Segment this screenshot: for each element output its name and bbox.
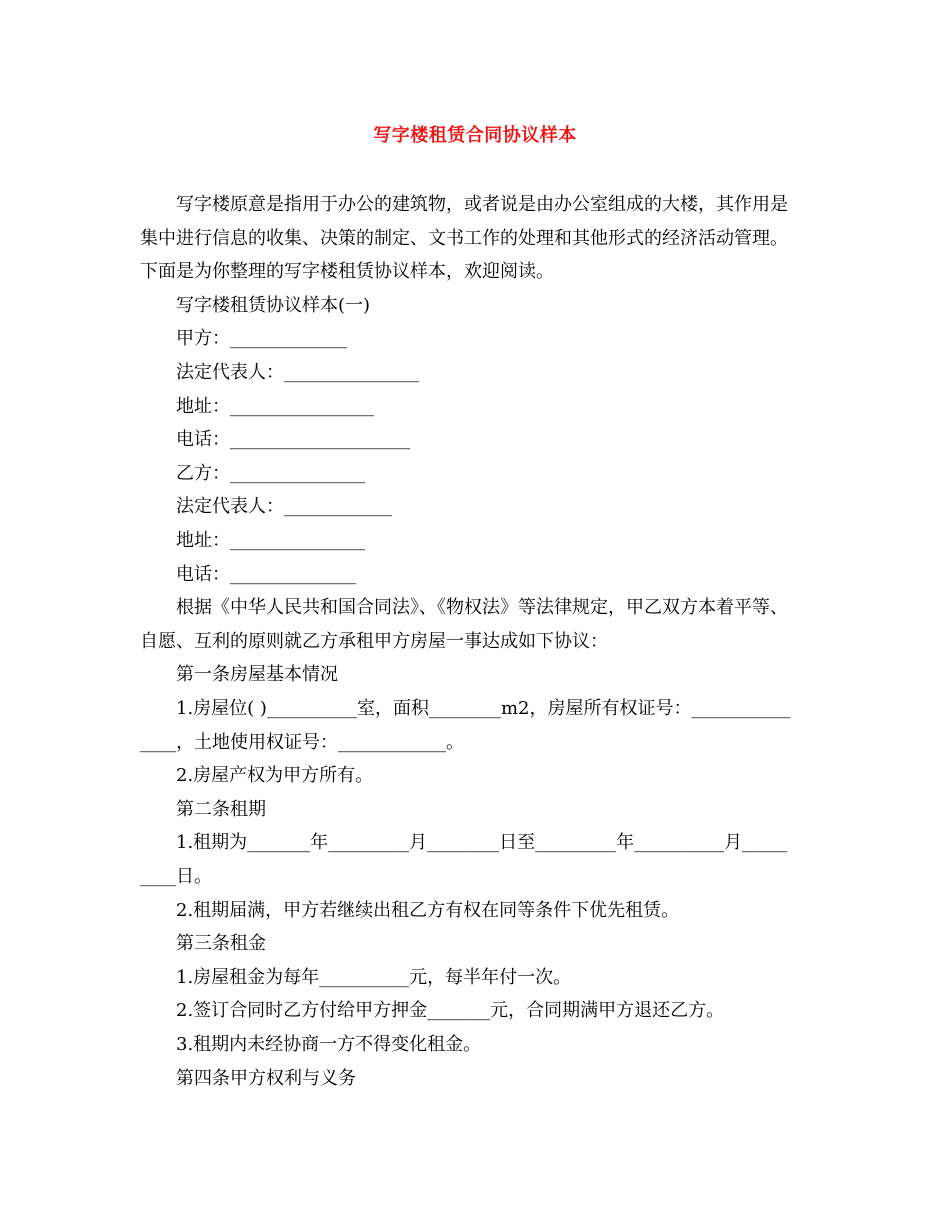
body-line: 1.租期为_______年_________月________日至_________年__________月_____ xyxy=(176,832,788,854)
body-line: 写字楼原意是指用于办公的建筑物，或者说是由办公室组成的大楼，其作用是 xyxy=(176,194,788,215)
body-line: 电话：______________ xyxy=(176,563,356,585)
body-line: 第一条房屋基本情况 xyxy=(176,664,338,686)
body-line: 地址：________________ xyxy=(176,395,374,417)
body-line: 法定代表人：_______________ xyxy=(176,362,419,383)
body-line: 3.租期内未经协商一方不得变化租金。 xyxy=(176,1034,482,1055)
body-line: 1.房屋租金为每年__________元，每半年付一次。 xyxy=(176,966,572,988)
body-line: 2.租期届满，甲方若继续出租乙方有权在同等条件下优先租赁。 xyxy=(176,899,680,921)
body-line: 根据《中华人民共和国合同法》、《物权法》等法律规定，甲乙双方本着平等、 xyxy=(176,597,788,619)
body-line: 乙方：_______________ xyxy=(176,462,365,484)
body-line: 地址：_______________ xyxy=(176,530,365,551)
body-line: 第三条租金 xyxy=(176,933,266,955)
body-line: 2.房屋产权为甲方所有。 xyxy=(176,765,374,787)
document-title: 写字楼租赁合同协议样本 xyxy=(373,125,577,146)
body-line: 甲方：_____________ xyxy=(176,328,347,350)
body-line: 下面是为你整理的写字楼租赁协议样本，欢迎阅读。 xyxy=(140,261,554,283)
body-line: 第二条租期 xyxy=(176,798,266,820)
body-line: 自愿、互利的原则就乙方承租甲方房屋一事达成如下协议： xyxy=(140,630,608,652)
body-line: 1.房屋位( )__________室，面积________m2，房屋所有权证号：___________ xyxy=(176,698,791,719)
body-line: 写字楼租赁协议样本(一) xyxy=(176,294,371,316)
body-line: 2.签订合同时乙方付给甲方押金_______元，合同期满甲方退还乙方。 xyxy=(176,1000,725,1022)
body-line: 集中进行信息的收集、决策的制定、文书工作的处理和其他形式的经济活动管理。 xyxy=(140,227,788,249)
body-line: ____，土地使用权证号：____________。 xyxy=(140,731,464,753)
body-line: 法定代表人：____________ xyxy=(176,496,392,518)
body-line: 第四条甲方权利与义务 xyxy=(176,1067,356,1089)
body-line: 电话：____________________ xyxy=(176,429,410,451)
body-line: ____日。 xyxy=(140,866,212,887)
